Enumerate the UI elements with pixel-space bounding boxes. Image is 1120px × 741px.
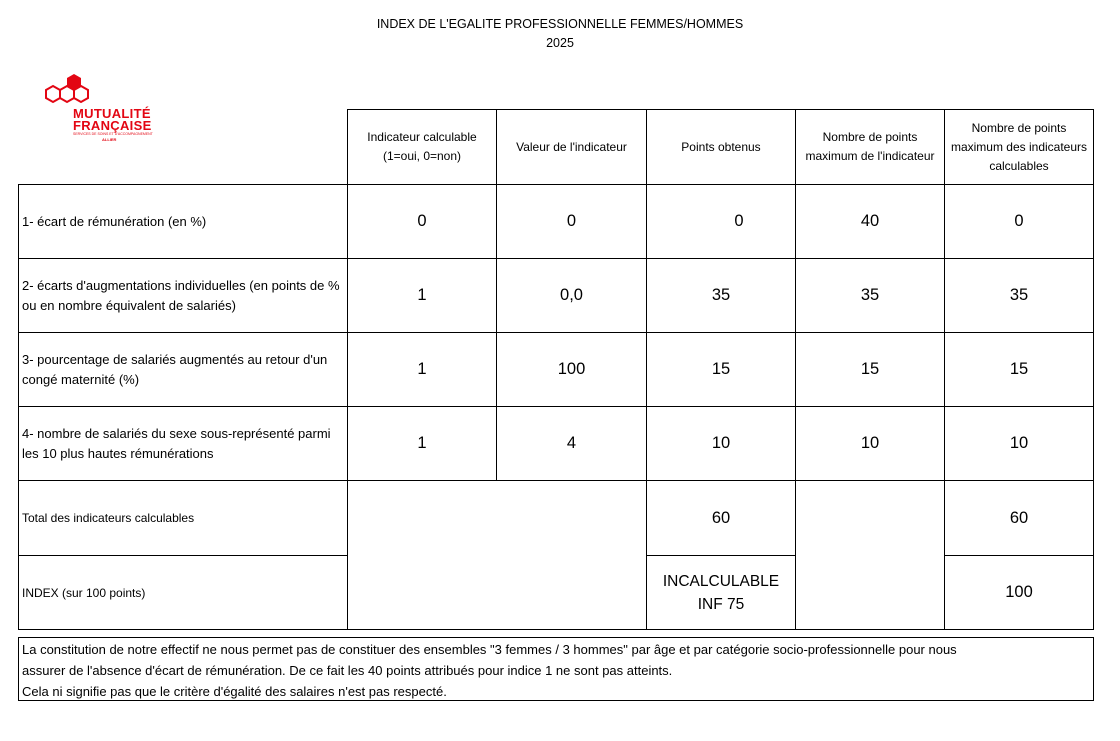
merged-empty-cell bbox=[347, 480, 647, 630]
cell-calculable: 0 bbox=[347, 184, 497, 259]
note-line: Cela ni signifie pas que le critère d'égalité des salaires n'est pas respecté. bbox=[22, 684, 447, 699]
logo-line1: MUTUALITÉ bbox=[73, 106, 151, 121]
row-label: 2- écarts d'augmentations individuelles (en points de % ou en nombre équivalent de salariés) bbox=[18, 258, 348, 333]
cell-valeur: 100 bbox=[496, 332, 647, 407]
max-empty-cell bbox=[795, 480, 945, 630]
cell-valeur: 0 bbox=[496, 184, 647, 259]
cell-calculable: 1 bbox=[347, 258, 497, 333]
cell-max-calculables: 0 bbox=[944, 184, 1094, 259]
total-points: 60 bbox=[646, 480, 796, 556]
logo-tagline: SERVICES DE SOINS ET D'ACCOMPAGNEMENT bbox=[73, 132, 153, 136]
page-year: 2025 bbox=[546, 36, 574, 50]
total-max-calculables: 60 bbox=[944, 480, 1094, 556]
index-max-calculables: 100 bbox=[944, 555, 1094, 630]
cell-calculable: 1 bbox=[347, 332, 497, 407]
cell-valeur: 4 bbox=[496, 406, 647, 481]
cell-max: 15 bbox=[795, 332, 945, 407]
cell-max: 10 bbox=[795, 406, 945, 481]
page-title: INDEX DE L'EGALITE PROFESSIONNELLE FEMMES/HOMMES bbox=[376, 17, 744, 31]
index-points-line2: INF 75 bbox=[697, 595, 745, 613]
cell-points: 0 bbox=[646, 184, 796, 259]
mutualite-francaise-logo bbox=[40, 72, 170, 152]
cell-points: 15 bbox=[646, 332, 796, 407]
index-points-line1: INCALCULABLE bbox=[662, 572, 780, 590]
row-label: 3- pourcentage de salariés augmentés au retour d'un congé maternité (%) bbox=[18, 332, 348, 407]
cell-max-calculables: 10 bbox=[944, 406, 1094, 481]
index-points bbox=[646, 555, 796, 630]
cell-valeur: 0,0 bbox=[496, 258, 647, 333]
cell-points: 10 bbox=[646, 406, 796, 481]
cell-max-calculables: 15 bbox=[944, 332, 1094, 407]
header-valeur: Valeur de l'indicateur bbox=[496, 109, 647, 185]
header-calculable: Indicateur calculable (1=oui, 0=non) bbox=[347, 109, 497, 185]
cell-max: 40 bbox=[795, 184, 945, 259]
total-label: Total des indicateurs calculables bbox=[18, 480, 348, 556]
logo-region: ALLIER bbox=[102, 137, 117, 142]
note-line: La constitution de notre effectif ne nous permet pas de constituer des ensembles "3 femmes / 3 hommes" par âge et par catégorie socio-professionnelle pour nous bbox=[22, 642, 957, 657]
cell-calculable: 1 bbox=[347, 406, 497, 481]
header-max: Nombre de points maximum de l'indicateur bbox=[795, 109, 945, 185]
index-label: INDEX (sur 100 points) bbox=[18, 555, 348, 630]
explanatory-note bbox=[18, 637, 1094, 701]
row-label: 1- écart de rémunération (en %) bbox=[18, 184, 348, 259]
cell-max: 35 bbox=[795, 258, 945, 333]
logo-line2: FRANÇAISE bbox=[73, 118, 152, 133]
header-points: Points obtenus bbox=[646, 109, 796, 185]
cell-max-calculables: 35 bbox=[944, 258, 1094, 333]
header-max-calculables: Nombre de points maximum des indicateurs calculables bbox=[944, 109, 1094, 185]
row-label: 4- nombre de salariés du sexe sous-représenté parmi les 10 plus hautes rémunérations bbox=[18, 406, 348, 481]
cell-points: 35 bbox=[646, 258, 796, 333]
note-line: assurer de l'absence d'écart de rémunération. De ce fait les 40 points attribués pour indice 1 ne sont pas atteints. bbox=[22, 663, 673, 678]
